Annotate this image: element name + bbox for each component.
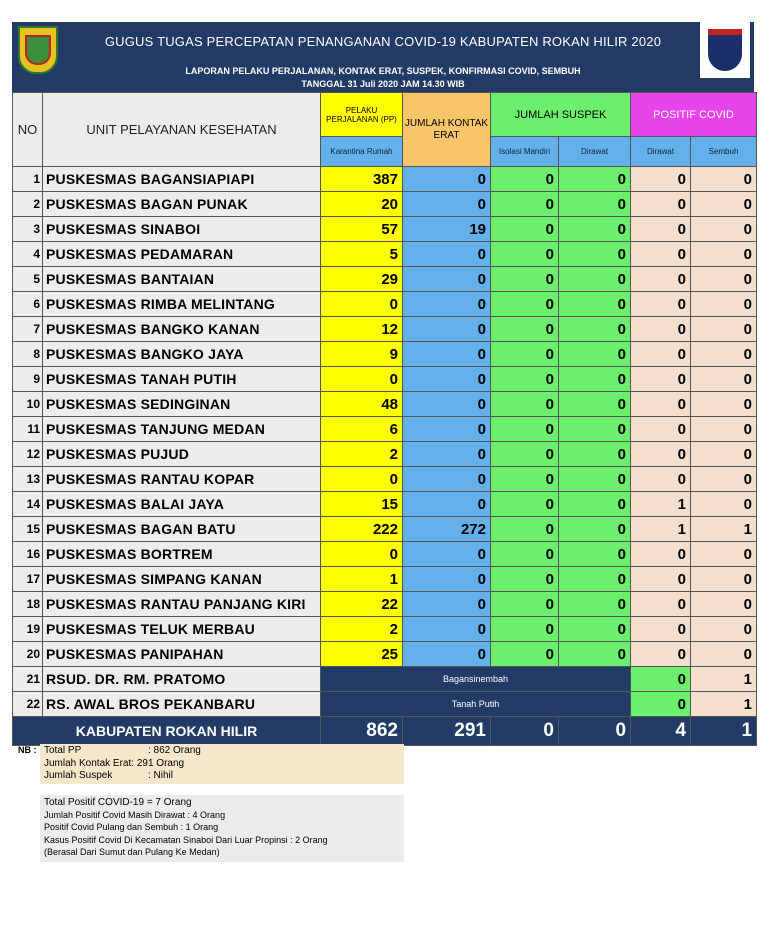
unit-name: PUSKESMAS BALAI JAYA (43, 492, 321, 517)
positif-dirawat-value: 0 (631, 242, 691, 267)
summary-label: Jumlah Suspek (44, 770, 113, 781)
positif-dirawat-value: 0 (631, 467, 691, 492)
kontak-value: 0 (403, 192, 491, 217)
sembuh-value: 0 (691, 392, 757, 417)
sembuh-value: 0 (691, 567, 757, 592)
isolasi-value: 0 (491, 467, 559, 492)
positif-dirawat-value: 0 (631, 292, 691, 317)
kontak-value: 0 (403, 317, 491, 342)
row-number: 1 (13, 167, 43, 192)
isolasi-value: 0 (491, 592, 559, 617)
isolasi-value: 0 (491, 342, 559, 367)
row-number: 19 (13, 617, 43, 642)
pp-value: 48 (321, 392, 403, 417)
pp-value: 6 (321, 417, 403, 442)
report-date: TANGGAL 31 Juli 2020 JAM 14.30 WIB (301, 79, 465, 89)
row-number: 22 (13, 692, 43, 717)
table-row (13, 467, 757, 492)
kontak-value: 0 (403, 267, 491, 292)
unit-name: PUSKESMAS BAGAN PUNAK (43, 192, 321, 217)
sembuh-value: 0 (691, 467, 757, 492)
table-row (13, 417, 757, 442)
isolasi-value: 0 (491, 367, 559, 392)
pp-value: 0 (321, 367, 403, 392)
table-row (13, 392, 757, 417)
isolasi-value: 0 (491, 492, 559, 517)
table-row (13, 242, 757, 267)
sembuh-value: 1 (691, 517, 757, 542)
column-subheader-suspek-dirawat: Dirawat (559, 137, 631, 167)
report-subtitle: LAPORAN PELAKU PERJALANAN, KONTAK ERAT, SUSPEK, KONFIRMASI COVID, SEMBUH (185, 66, 581, 76)
row-number: 6 (13, 292, 43, 317)
sembuh-value: 0 (691, 542, 757, 567)
suspek-dirawat-value: 0 (559, 167, 631, 192)
positif-dirawat-value: 0 (631, 392, 691, 417)
row-number: 9 (13, 367, 43, 392)
summary-value: : Nihil (148, 770, 174, 781)
pp-value: 2 (321, 442, 403, 467)
sembuh-value: 0 (691, 617, 757, 642)
unit-name: PUSKESMAS BANGKO JAYA (43, 342, 321, 367)
pp-value: 12 (321, 317, 403, 342)
total-isolasi: 0 (491, 717, 559, 746)
kontak-value: 0 (403, 592, 491, 617)
unit-name: PUSKESMAS TELUK MERBAU (43, 617, 321, 642)
unit-name: PUSKESMAS SIMPANG KANAN (43, 567, 321, 592)
column-header-positif: POSITIF COVID (631, 93, 757, 137)
isolasi-value: 0 (491, 317, 559, 342)
pp-value: 29 (321, 267, 403, 292)
unit-name: PUSKESMAS PANIPAHAN (43, 642, 321, 667)
isolasi-value: 0 (491, 292, 559, 317)
unit-name: RSUD. DR. RM. PRATOMO (43, 667, 321, 692)
isolasi-value: 0 (491, 517, 559, 542)
table-row (13, 367, 757, 392)
positive-note-line: Jumlah Positif Covid Masih Dirawat : 4 Orang (44, 809, 226, 820)
suspek-dirawat-value: 0 (559, 367, 631, 392)
positif-dirawat-value: 1 (691, 692, 757, 717)
sembuh-value: 0 (691, 292, 757, 317)
table-row (13, 567, 757, 592)
sembuh-value: 0 (691, 367, 757, 392)
column-header-unit: UNIT PELAYANAN KESEHATAN (43, 93, 321, 167)
isolasi-value: 0 (491, 442, 559, 467)
row-number: 18 (13, 592, 43, 617)
table-row (13, 542, 757, 567)
pp-value: 0 (321, 292, 403, 317)
isolasi-value: 0 (491, 392, 559, 417)
notes-label: NB : (18, 745, 37, 755)
suspek-dirawat-value: 0 (559, 317, 631, 342)
isolasi-value: 0 (491, 567, 559, 592)
suspek-dirawat-value: 0 (631, 667, 691, 692)
row-number: 7 (13, 317, 43, 342)
row-number: 20 (13, 642, 43, 667)
isolasi-value: 0 (491, 417, 559, 442)
table-row (13, 617, 757, 642)
table-row (13, 492, 757, 517)
pp-value: 387 (321, 167, 403, 192)
unit-name: RS. AWAL BROS PEKANBARU (43, 692, 321, 717)
suspek-dirawat-value: 0 (559, 342, 631, 367)
positif-dirawat-value: 1 (631, 492, 691, 517)
isolasi-value: 0 (491, 217, 559, 242)
sembuh-value: 0 (691, 442, 757, 467)
row-number: 11 (13, 417, 43, 442)
unit-name: PUSKESMAS SINABOI (43, 217, 321, 242)
pp-value: 222 (321, 517, 403, 542)
positif-dirawat-value: 0 (631, 167, 691, 192)
column-subheader-karantina: Karantina Rumah (321, 137, 403, 167)
suspek-dirawat-value: 0 (559, 417, 631, 442)
hospital-location: Tanah Putih (321, 692, 631, 717)
total-positif-dirawat: 4 (631, 717, 691, 746)
unit-name: PUSKESMAS RANTAU PANJANG KIRI (43, 592, 321, 617)
pp-value: 9 (321, 342, 403, 367)
unit-name: PUSKESMAS RIMBA MELINTANG (43, 292, 321, 317)
positif-dirawat-value: 0 (631, 192, 691, 217)
table-row (13, 267, 757, 292)
table-row (13, 517, 757, 542)
unit-name: PUSKESMAS BANTAIAN (43, 267, 321, 292)
header-banner (12, 22, 754, 92)
positif-dirawat-value: 0 (631, 592, 691, 617)
kontak-value: 0 (403, 167, 491, 192)
summary-label: Jumlah Kontak Erat (44, 757, 132, 769)
sembuh-value: 0 (691, 342, 757, 367)
suspek-dirawat-value: 0 (559, 242, 631, 267)
kontak-value: 0 (403, 442, 491, 467)
positif-dirawat-value: 0 (631, 617, 691, 642)
suspek-dirawat-value: 0 (559, 392, 631, 417)
unit-name: PUSKESMAS BORTREM (43, 542, 321, 567)
sembuh-value: 0 (691, 317, 757, 342)
table-row (13, 342, 757, 367)
total-sembuh: 1 (691, 717, 757, 746)
kontak-value: 0 (403, 642, 491, 667)
positif-dirawat-value: 0 (631, 367, 691, 392)
positif-dirawat-value: 0 (631, 267, 691, 292)
unit-name: PUSKESMAS RANTAU KOPAR (43, 467, 321, 492)
row-number: 15 (13, 517, 43, 542)
pp-value: 25 (321, 642, 403, 667)
pp-value: 20 (321, 192, 403, 217)
suspek-dirawat-value: 0 (559, 217, 631, 242)
isolasi-value: 0 (491, 542, 559, 567)
table-row (13, 317, 757, 342)
task-force-emblem-icon (700, 22, 750, 78)
positif-dirawat-value: 0 (631, 317, 691, 342)
isolasi-value: 0 (491, 242, 559, 267)
kontak-value: 0 (403, 617, 491, 642)
report-title: GUGUS TUGAS PERCEPATAN PENANGANAN COVID-19 KABUPATEN ROKAN HILIR 2020 (104, 34, 662, 49)
column-subheader-positif-dirawat: Dirawat (631, 137, 691, 167)
row-number: 2 (13, 192, 43, 217)
row-number: 8 (13, 342, 43, 367)
table-row (13, 667, 757, 692)
positif-dirawat-value: 0 (631, 442, 691, 467)
row-number: 12 (13, 442, 43, 467)
pp-value: 57 (321, 217, 403, 242)
positive-note-line: (Berasal Dari Sumut dan Pulang Ke Medan) (44, 847, 220, 857)
suspek-dirawat-value: 0 (559, 617, 631, 642)
unit-name: PUSKESMAS BAGANSIAPIAPI (43, 167, 321, 192)
isolasi-value: 0 (491, 192, 559, 217)
row-number: 13 (13, 467, 43, 492)
kontak-value: 0 (403, 567, 491, 592)
isolasi-value: 0 (491, 167, 559, 192)
suspek-dirawat-value: 0 (559, 567, 631, 592)
suspek-dirawat-value: 0 (559, 267, 631, 292)
summary-label: Total PP (44, 745, 82, 756)
pp-value: 0 (321, 542, 403, 567)
total-row (13, 717, 757, 746)
sembuh-value: 0 (691, 642, 757, 667)
kontak-value: 0 (403, 242, 491, 267)
sembuh-value: 0 (691, 492, 757, 517)
row-number: 14 (13, 492, 43, 517)
kontak-value: 0 (403, 367, 491, 392)
unit-name: PUSKESMAS SEDINGINAN (43, 392, 321, 417)
row-number: 4 (13, 242, 43, 267)
pp-value: 22 (321, 592, 403, 617)
hospital-location: Bagansinembah (321, 667, 631, 692)
isolasi-value: 0 (491, 617, 559, 642)
positif-dirawat-value: 0 (631, 342, 691, 367)
column-header-no: NO (13, 93, 43, 167)
suspek-dirawat-value: 0 (559, 467, 631, 492)
column-subheader-sembuh: Sembuh (691, 137, 757, 167)
sembuh-value: 0 (691, 192, 757, 217)
table-row (13, 592, 757, 617)
suspek-dirawat-value: 0 (559, 542, 631, 567)
covid-report-table (12, 92, 757, 746)
summary-line (44, 770, 173, 781)
kontak-value: 0 (403, 492, 491, 517)
total-pp: 862 (321, 717, 403, 746)
unit-name: PUSKESMAS BANGKO KANAN (43, 317, 321, 342)
regency-emblem-icon (18, 26, 58, 74)
row-number: 3 (13, 217, 43, 242)
unit-name: PUSKESMAS PEDAMARAN (43, 242, 321, 267)
positif-dirawat-value: 0 (631, 642, 691, 667)
sembuh-value: 0 (691, 167, 757, 192)
total-kontak: 291 (403, 717, 491, 746)
positif-dirawat-value: 0 (631, 567, 691, 592)
summary-line (44, 745, 201, 756)
positif-dirawat-value: 0 (631, 542, 691, 567)
suspek-dirawat-value: 0 (559, 192, 631, 217)
suspek-dirawat-value: 0 (559, 642, 631, 667)
pp-value: 2 (321, 617, 403, 642)
positif-dirawat-value: 1 (631, 517, 691, 542)
unit-name: PUSKESMAS TANAH PUTIH (43, 367, 321, 392)
table-row (13, 167, 757, 192)
suspek-dirawat-value: 0 (559, 492, 631, 517)
table-row (13, 192, 757, 217)
suspek-dirawat-value: 0 (631, 692, 691, 717)
row-number: 5 (13, 267, 43, 292)
positive-note-line: Positif Covid Pulang dan Sembuh : 1 Orang (44, 822, 219, 832)
row-number: 17 (13, 567, 43, 592)
row-number: 16 (13, 542, 43, 567)
unit-name: PUSKESMAS PUJUD (43, 442, 321, 467)
pp-value: 15 (321, 492, 403, 517)
isolasi-value: 0 (491, 267, 559, 292)
column-subheader-isolasi: Isolasi Mandiri (491, 137, 559, 167)
suspek-dirawat-value: 0 (559, 442, 631, 467)
table-row (13, 292, 757, 317)
kontak-value: 0 (403, 542, 491, 567)
sembuh-value: 0 (691, 267, 757, 292)
kontak-value: 0 (403, 292, 491, 317)
positif-dirawat-value: 0 (631, 217, 691, 242)
suspek-dirawat-value: 0 (559, 292, 631, 317)
column-header-suspek: JUMLAH SUSPEK (491, 93, 631, 137)
sembuh-value: 0 (691, 242, 757, 267)
sembuh-value: 0 (691, 217, 757, 242)
table-row (13, 217, 757, 242)
kontak-value: 0 (403, 467, 491, 492)
summary-box (40, 744, 404, 784)
row-number: 21 (13, 667, 43, 692)
kontak-value: 272 (403, 517, 491, 542)
total-suspek-dirawat: 0 (559, 717, 631, 746)
positif-dirawat-value: 0 (631, 417, 691, 442)
positif-dirawat-value: 1 (691, 667, 757, 692)
kontak-value: 0 (403, 392, 491, 417)
table-row (13, 442, 757, 467)
suspek-dirawat-value: 0 (559, 592, 631, 617)
column-header-pp: PELAKU PERJALANAN (PP) (321, 93, 403, 137)
summary-line (44, 758, 184, 769)
pp-value: 1 (321, 567, 403, 592)
row-number: 10 (13, 392, 43, 417)
positive-summary-box (40, 795, 404, 862)
table-row (13, 692, 757, 717)
kontak-value: 0 (403, 417, 491, 442)
suspek-dirawat-value: 0 (559, 517, 631, 542)
kontak-value: 19 (403, 217, 491, 242)
sembuh-value: 0 (691, 592, 757, 617)
summary-value: : 862 Orang (148, 745, 201, 756)
unit-name: PUSKESMAS BAGAN BATU (43, 517, 321, 542)
pp-value: 0 (321, 467, 403, 492)
isolasi-value: 0 (491, 642, 559, 667)
summary-value: : 291 Orang (131, 757, 185, 769)
positive-note-line: Kasus Positif Covid Di Kecamatan Sinaboi Dari Luar Propinsi : 2 Orang (44, 834, 328, 845)
pp-value: 5 (321, 242, 403, 267)
table-row (13, 642, 757, 667)
total-label: KABUPATEN ROKAN HILIR (13, 717, 321, 746)
column-header-kontak: JUMLAH KONTAK ERAT (403, 93, 491, 167)
sembuh-value: 0 (691, 417, 757, 442)
kontak-value: 0 (403, 342, 491, 367)
unit-name: PUSKESMAS TANJUNG MEDAN (43, 417, 321, 442)
positive-note-line: Total Positif COVID-19 = 7 Orang (44, 797, 192, 808)
